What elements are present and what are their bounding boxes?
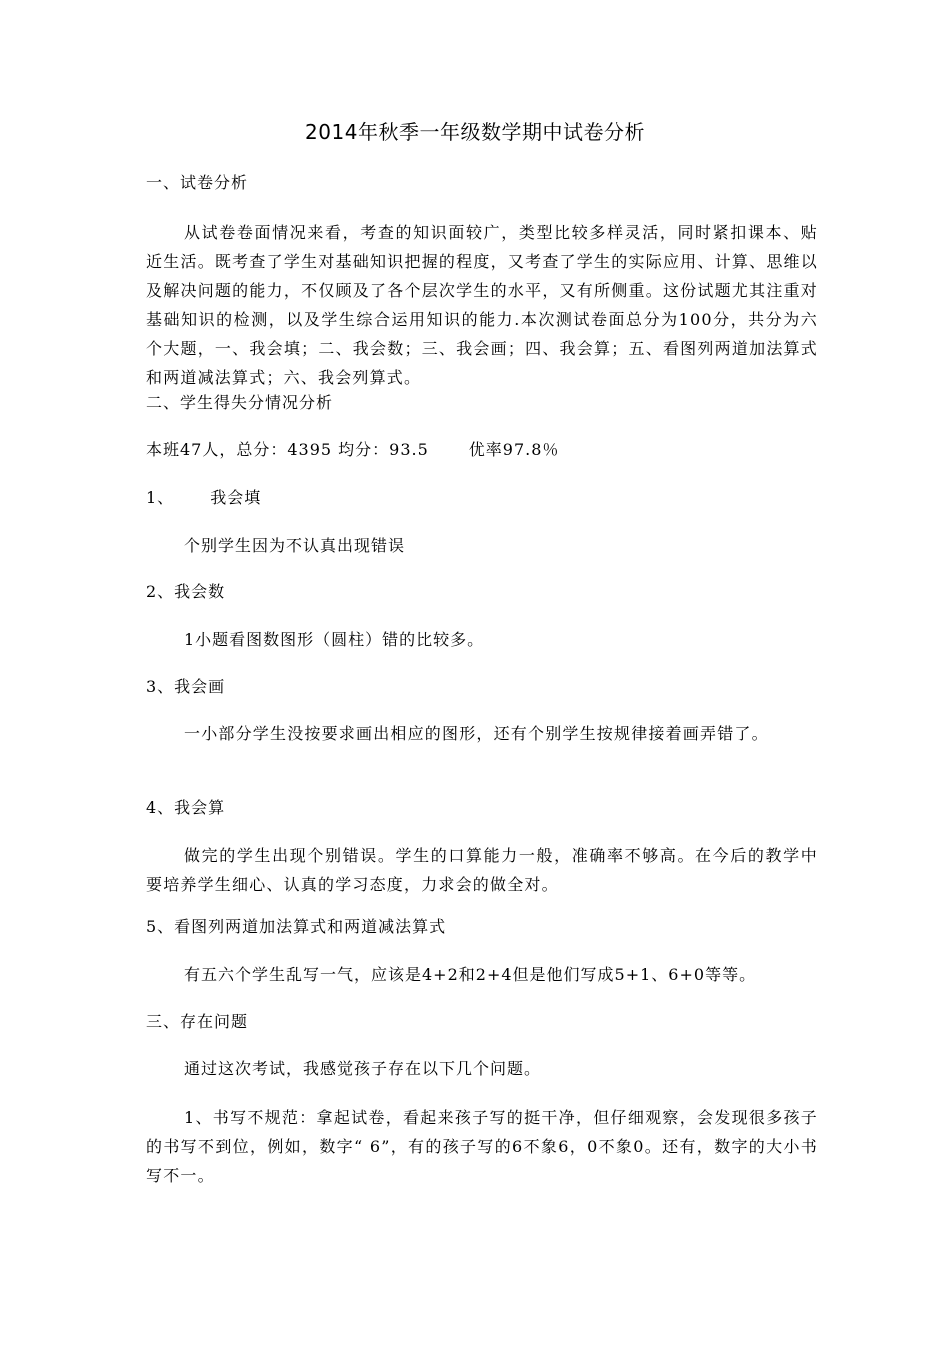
- document-title: 2014年秋季一年级数学期中试卷分析: [305, 120, 645, 144]
- item-heading-3: 3、我会画: [146, 677, 226, 696]
- item-title-1: 我会填: [210, 488, 262, 507]
- item-comment-3: 一小部分学生没按要求画出相应的图形，还有个别学生按规律接着画弄错了。: [184, 724, 769, 743]
- class-stats: [146, 437, 818, 463]
- section-heading-problems: 三、存在问题: [146, 1012, 249, 1031]
- item-heading-2: 2、我会数: [146, 582, 226, 601]
- item-heading-1: [146, 485, 818, 511]
- section-heading-analysis: 一、试卷分析: [146, 173, 249, 192]
- problems-intro: 通过这次考试，我感觉孩子存在以下几个问题。: [184, 1059, 542, 1078]
- excellence-rate: 优率97.8％: [468, 440, 560, 459]
- item-comment-4: 做完的学生出现个别错误。学生的口算能力一般，准确率不够高。在今后的教学中要培养学生细心、认真的学习态度，力求会的做全对。: [146, 846, 818, 894]
- item-heading-4: 4、我会算: [146, 798, 226, 817]
- item-comment-2: 1小题看图数图形（圆柱）错的比较多。: [184, 630, 485, 649]
- item-comment-5: 有五六个学生乱写一气，应该是4+2和2+4但是他们写成5+1、6+0等等。: [184, 965, 757, 984]
- class-stats-totals: 本班47人，总分：4395 均分：93.5: [146, 440, 429, 459]
- item-heading-5: 5、看图列两道加法算式和两道减法算式: [146, 917, 447, 936]
- analysis-paragraph: 从试卷卷面情况来看，考查的知识面较广，类型比较多样灵活，同时紧扣课本、贴近生活。既考查了学生对基础知识把握的程度，又考查了学生的实际应用、计算、思维以及解决问题的能力，不仅顾及了各个层次学生的水平，又有所侧重。这份试题尤其注重对基础知识的检测，以及学生综合运用知识的能力.本次测试卷面总分为100分，共分为六个大题，一、我会填；二、我会数；三、我会画；四、我会算；五、看图列两道加法算式和两道减法算式；六、我会列算式。: [146, 223, 818, 387]
- item-number-1: 1、: [146, 488, 175, 507]
- item-comment-1: 个别学生因为不认真出现错误: [184, 536, 406, 555]
- problem-point-1: 1、书写不规范：拿起试卷，看起来孩子写的挺干净，但仔细观察，会发现很多孩子的书写不到位，例如，数字“ 6”，有的孩子写的6不象6，0不象0。还有，数字的大小书写不一。: [146, 1108, 818, 1185]
- section-heading-scores: 二、学生得失分情况分析: [146, 393, 334, 412]
